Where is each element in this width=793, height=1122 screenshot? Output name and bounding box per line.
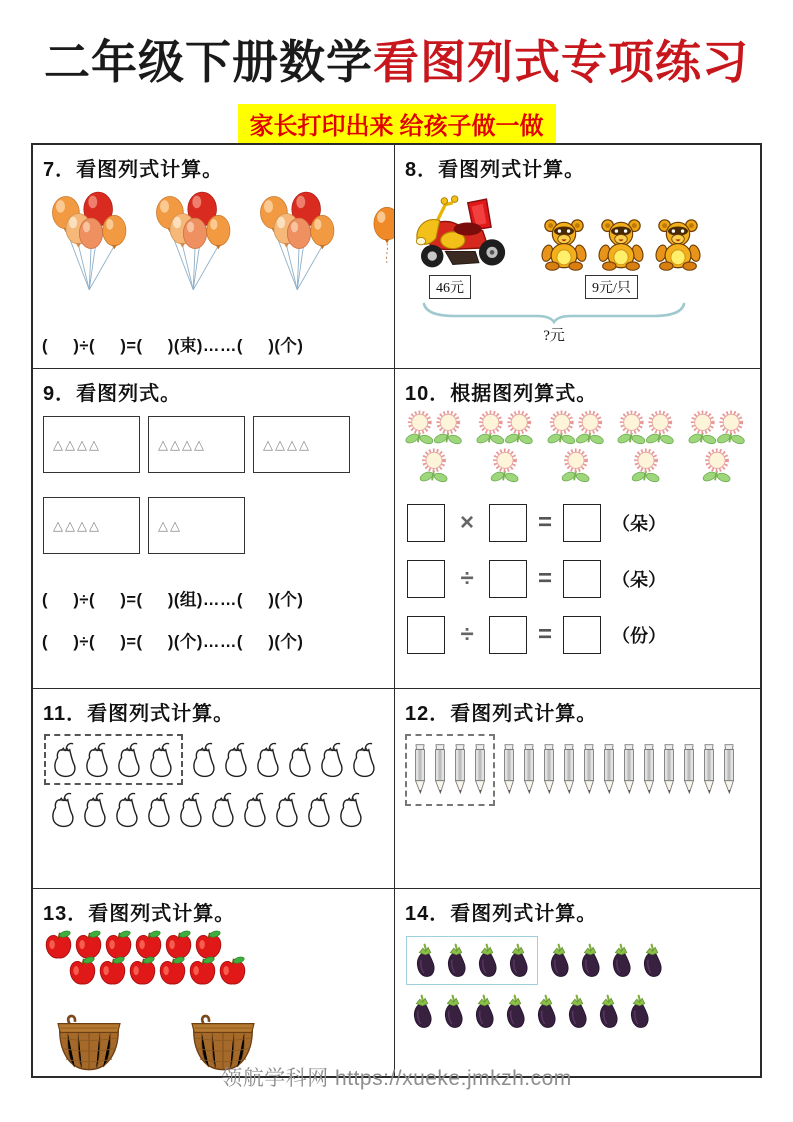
eggplant-rest-group: [191, 741, 378, 778]
exercise-9-equation-1: ( )÷( )=( )(组)……( )(个): [42, 591, 304, 609]
highlight-selection-group: [406, 936, 538, 985]
answer-box: [407, 504, 445, 542]
bear-icon: [596, 216, 646, 272]
operator-multiply: ×: [460, 509, 475, 536]
apple-icon: [217, 956, 248, 987]
pencil-icon: [621, 741, 637, 799]
egg-outline-icon: [52, 741, 79, 778]
unit-label: （份）: [612, 626, 667, 646]
exercise-9-equation-2: ( )÷( )=( )(个)……( )(个): [42, 633, 304, 651]
egg-purple-icon: [504, 993, 527, 1030]
egg-purple-icon: [414, 942, 437, 979]
answer-box: [489, 616, 527, 654]
eggplant-row-2: [50, 791, 384, 828]
exercise-14-header: 14．看图列式计算。: [405, 903, 598, 925]
bear-icon: [653, 216, 703, 272]
answer-box: [489, 560, 527, 598]
apple-row-2: [67, 956, 384, 987]
triangle-box: △△△△: [253, 416, 350, 473]
apple-icon: [157, 956, 188, 987]
exercise-11-cell: [33, 689, 395, 889]
bike-price-label: 46元: [429, 275, 471, 299]
price-labels: [405, 275, 750, 299]
flower-group-icon: [688, 410, 750, 486]
flower-groups: [405, 410, 750, 486]
egg-purple-icon: [476, 942, 499, 979]
egg-purple-icon: [566, 993, 589, 1030]
watermark: 领航学科网 https://xueke.jmkzh.com: [221, 1067, 572, 1090]
flower-group-icon: [547, 410, 609, 486]
apple-icon: [97, 956, 128, 987]
teddy-bear-group: [539, 216, 703, 272]
egg-outline-icon: [148, 741, 175, 778]
multiplication-equation-row: [407, 504, 750, 542]
egg-outline-icon: [191, 741, 218, 778]
egg-purple-icon: [579, 942, 602, 979]
egg-outline-icon: [114, 791, 141, 828]
egg-outline-icon: [116, 741, 143, 778]
dashed-selection-group: [44, 734, 183, 785]
exercise-11-header: 11．看图列式计算。: [43, 703, 235, 725]
purple-eggplant-row-2: [411, 993, 750, 1030]
equals-sign: =: [538, 621, 553, 648]
answer-box: [407, 560, 445, 598]
pencil-icon: [721, 741, 737, 799]
egg-outline-icon: [351, 741, 378, 778]
exercise-13-cell: [33, 889, 395, 1076]
toy-motorcycle-icon: [407, 186, 521, 272]
egg-purple-icon: [411, 993, 434, 1030]
dashed-selection-group: [405, 734, 495, 806]
equals-sign: =: [538, 565, 553, 592]
single-balloon-group: [355, 184, 395, 282]
page-title: [0, 26, 793, 92]
egg-purple-icon: [610, 942, 633, 979]
equals-sign: =: [538, 509, 553, 536]
pencil-icon: [521, 741, 537, 799]
eggplant-row-1: [44, 734, 384, 785]
egg-purple-icon: [548, 942, 571, 979]
egg-purple-icon: [442, 993, 465, 1030]
exercise-table: [31, 143, 762, 1078]
egg-outline-icon: [210, 791, 237, 828]
apple-icon: [187, 956, 218, 987]
operator-divide: ÷: [460, 565, 474, 592]
pencil-icon: [541, 741, 557, 799]
exercise-10-cell: [395, 369, 760, 689]
flower-group-icon: [617, 410, 679, 486]
egg-outline-icon: [319, 741, 346, 778]
purple-eggplant-row-1: [406, 936, 750, 985]
exercise-9-equations: [42, 568, 303, 652]
page-title-black: 二年级下册数学: [44, 37, 373, 88]
flower-group-icon: [476, 410, 538, 486]
egg-purple-icon: [507, 942, 530, 979]
answer-box: [563, 504, 601, 542]
bear-icon: [539, 216, 589, 272]
pencil-icon: [452, 741, 468, 799]
answer-box: [563, 616, 601, 654]
flower-group-icon: [405, 410, 467, 486]
egg-outline-icon: [287, 741, 314, 778]
balloon-single-icon: [369, 198, 395, 282]
exercise-9-header: 9．看图列式。: [43, 383, 182, 405]
pencil-rest-group: [501, 741, 737, 799]
egg-outline-icon: [50, 791, 77, 828]
answer-box: [489, 504, 527, 542]
balloon-illustration: [43, 184, 384, 296]
exercise-13-header: 13．看图列式计算。: [43, 903, 236, 925]
exercise-12-header: 12．看图列式计算。: [405, 703, 598, 725]
exercise-8-header: 8．看图列式计算。: [405, 159, 586, 181]
egg-purple-icon: [445, 942, 468, 979]
egg-purple-icon: [597, 993, 620, 1030]
pencil-icon: [561, 741, 577, 799]
apple-icon: [67, 956, 98, 987]
page-title-red: 看图列式专项练习: [373, 37, 749, 88]
pencil-icon: [501, 741, 517, 799]
pencil-icon: [432, 741, 448, 799]
triangle-box: △△△△: [43, 497, 140, 554]
answer-box: [407, 616, 445, 654]
egg-outline-icon: [306, 791, 333, 828]
pencil-icon: [412, 741, 428, 799]
answer-box: [563, 560, 601, 598]
pencil-row: [405, 734, 750, 806]
exercise-7-equation: ( )÷( )=( )(束)……( )(个): [42, 337, 304, 355]
exercise-7-header: 7．看图列式计算。: [43, 159, 224, 181]
balloon-bunch-icon: [43, 184, 139, 296]
egg-outline-icon: [338, 791, 365, 828]
egg-outline-icon: [223, 741, 250, 778]
exercise-8-cell: [395, 145, 760, 369]
price-illustration: [405, 184, 750, 272]
unit-label: （朵）: [612, 514, 667, 534]
pencil-icon: [701, 741, 717, 799]
exercise-12-cell: [395, 689, 760, 889]
egg-outline-icon: [82, 791, 109, 828]
pencil-icon: [681, 741, 697, 799]
egg-purple-icon: [473, 993, 496, 1030]
brace-icon: [421, 302, 687, 324]
pencil-icon: [472, 741, 488, 799]
balloon-bunch-group: [43, 184, 355, 296]
egg-purple-icon: [535, 993, 558, 1030]
exercise-14-cell: [395, 889, 760, 1076]
egg-outline-icon: [255, 741, 282, 778]
exercise-7-cell: [33, 145, 395, 369]
operator-divide: ÷: [460, 621, 474, 648]
parent-instruction-banner: 家长打印出来 给孩子做一做: [238, 104, 556, 143]
division-equation-row-2: [407, 616, 750, 654]
egg-outline-icon: [178, 791, 205, 828]
egg-outline-icon: [146, 791, 173, 828]
exercise-10-header: 10．根据图列算式。: [405, 383, 598, 405]
egg-outline-icon: [274, 791, 301, 828]
eggplant-rest-group: [548, 942, 664, 979]
bear-price-label: 9元/只: [585, 275, 638, 299]
balloon-bunch-icon: [147, 184, 243, 296]
division-equation-row-1: [407, 560, 750, 598]
pencil-icon: [601, 741, 617, 799]
triangle-box: △△△△: [148, 416, 245, 473]
total-price-question: ?元: [543, 328, 565, 344]
pencil-icon: [581, 741, 597, 799]
apple-icon: [127, 956, 158, 987]
egg-outline-icon: [84, 741, 111, 778]
triangle-box: △△△△: [43, 416, 140, 473]
triangle-boxes: [43, 416, 373, 554]
exercise-9-cell: [33, 369, 395, 689]
egg-outline-icon: [242, 791, 269, 828]
egg-purple-icon: [641, 942, 664, 979]
pencil-icon: [661, 741, 677, 799]
balloon-bunch-icon: [251, 184, 347, 296]
pencil-icon: [641, 741, 657, 799]
unit-label: （朵）: [612, 570, 667, 590]
egg-purple-icon: [628, 993, 651, 1030]
triangle-box: △△: [148, 497, 245, 554]
